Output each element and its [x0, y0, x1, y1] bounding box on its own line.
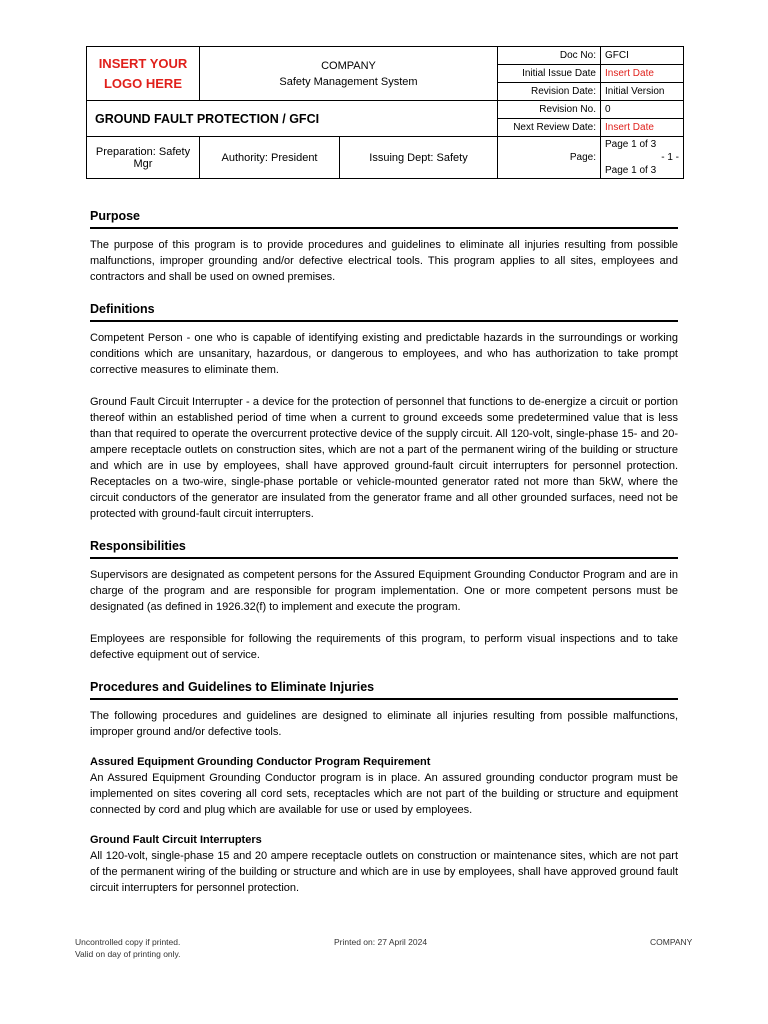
purpose-heading: Purpose [90, 208, 678, 229]
aegcp-subheading: Assured Equipment Grounding Conductor Program Requirement [90, 756, 431, 768]
footer-disclaimer-line-1: Uncontrolled copy if printed. [75, 937, 181, 947]
company-name: COMPANY [321, 59, 376, 72]
page-number-block [601, 137, 684, 179]
responsibilities-employees: Employees are responsible for following the requirements of this program, to perform visual inspections and to take defective equipment out of service. [90, 633, 678, 661]
logo-line-2: LOGO HERE [103, 75, 182, 91]
footer-disclaimer-line-2: Valid on day of printing only. [75, 949, 181, 959]
gfci-subheading: Ground Fault Circuit Interrupters [90, 834, 262, 846]
revision-no-value: 0 [601, 101, 684, 119]
revision-date-value: Initial Version [601, 83, 684, 101]
authority-field: Authority: President [200, 137, 340, 179]
company-block [200, 47, 498, 101]
system-name: Safety Management System [279, 75, 418, 88]
responsibilities-heading: Responsibilities [90, 538, 678, 559]
definitions-heading: Definitions [90, 301, 678, 322]
page-number-line-2: - 1 - [661, 152, 679, 163]
page-number-line-3: Page 1 of 3 [605, 165, 657, 176]
document-body [90, 208, 678, 896]
next-review-label: Next Review Date: [498, 119, 601, 137]
document-title: GROUND FAULT PROTECTION / GFCI [87, 101, 498, 137]
footer-disclaimer [75, 936, 181, 960]
procedures-heading: Procedures and Guidelines to Eliminate Injuries [90, 679, 678, 700]
footer-printed-on: Printed on: 27 April 2024 [334, 937, 428, 947]
aegcp-text: An Assured Equipment Grounding Conductor program is in place. An assured grounding conductor program must be implemented on sites covering all cord sets, receptacles which are not part of the building or structure and equipment connected by cord and plug which are available for use or used by employees. [90, 772, 678, 816]
responsibilities-supervisors: Supervisors are designated as competent persons for the Assured Equipment Grounding Conductor Program and are in charge of the program and are responsible for program implementation. One or more competent persons must be designated (as defined in 1926.32(f) to implement and execute the program. [90, 569, 678, 613]
definition-competent-person: Competent Person - one who is capable of identifying existing and predictable hazards in the surroundings or working conditions which are unsanitary, hazardous, or dangerous to employees, and who has authorization to take prompt corrective measures to eliminate them. [90, 332, 678, 376]
issuing-dept-field: Issuing Dept: Safety [340, 137, 498, 179]
initial-issue-value: Insert Date [601, 65, 684, 83]
page-label: Page: [498, 137, 601, 179]
definition-gfci: Ground Fault Circuit Interrupter - a device for the protection of personnel that functions to de-energize a circuit or portion thereof within an established period of time when a current to ground exceeds some predetermined value that is less than that required to operate the overcurrent protective device of the supply circuit. All 120-volt, single-phase 15- and 20-ampere receptacle outlets on construction sites, which are not a part of the permanent wiring of the building or structure and which are in use by employees, shall have approved ground-fault circuit interrupters for personnel protection. Receptacles on a two-wire, single-phase portable or vehicle-mounted generator rated not more than 5kW, where the circuit conductors of the generator are insulated from the generator frame and all other grounded surfaces, need not be protected with ground-fault circuit interrupters. [90, 396, 678, 520]
logo-placeholder [87, 47, 200, 101]
doc-no-label: Doc No: [498, 47, 601, 65]
procedures-intro: The following procedures and guidelines are designed to eliminate all injuries resulting from possible malfunctions, improper ground and/or defective tools. [90, 710, 678, 738]
purpose-text: The purpose of this program is to provide procedures and guidelines to eliminate all injuries resulting from possible malfunctions, improper grounding and/or defective electrical tools. This program applies to all sites, employees and contractors and shall be used on owned premises. [90, 239, 678, 283]
revision-date-label: Revision Date: [498, 83, 601, 101]
logo-line-1: INSERT YOUR [98, 55, 188, 71]
doc-no-value: GFCI [601, 47, 684, 65]
preparation-field: Preparation: Safety Mgr [87, 137, 200, 179]
initial-issue-label: Initial Issue Date [498, 65, 601, 83]
gfci-text: All 120-volt, single-phase 15 and 20 ampere receptacle outlets on construction or maintenance sites, which are not part of the permanent wiring of the building or structure and which are in use by employees, shall have approved ground fault circuit interrupters for personnel protection. [90, 850, 678, 894]
next-review-value: Insert Date [601, 119, 684, 137]
footer-company: COMPANY [650, 937, 693, 947]
revision-no-label: Revision No. [498, 101, 601, 119]
page-number-line-1: Page 1 of 3 [605, 139, 657, 150]
document-header-table [86, 46, 684, 179]
